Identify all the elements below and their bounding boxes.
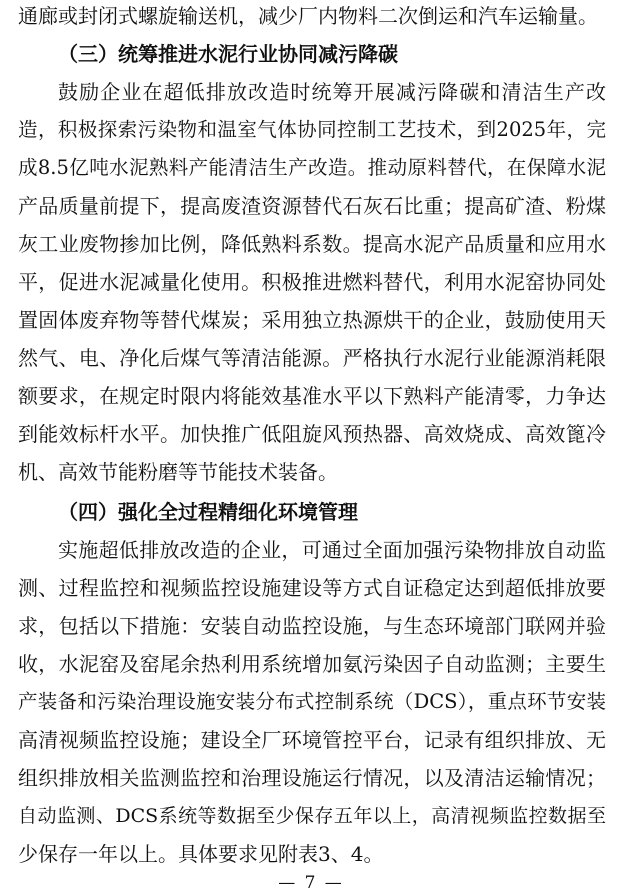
paragraph-line: 然气、电、净化后煤气等清洁能源。严格执行水泥行业能源消耗限	[18, 346, 606, 370]
paragraph-line: 自动监测、DCS系统等数据至少保存五年以上，高清视频监控数据至	[18, 805, 606, 827]
paragraph-line: 求，包括以下措施：安装自动监控设施，与生态环境部门联网并验	[18, 614, 606, 638]
paragraph-line: 造，积极探索污染物和温室气体协同控制工艺技术，到2025年，完	[18, 118, 606, 141]
paragraph-line: 灰工业废物掺加比例，降低熟料系数。提高水泥产品质量和应用水	[18, 232, 606, 256]
paragraph-line: 成8.5亿吨水泥熟料产能清洁生产改造。推动原料替代，在保障水泥	[18, 156, 606, 179]
paragraph-line: 高清视频监控设施；建设全厂环境管控平台，记录有组织排放、无	[18, 728, 606, 752]
section-heading: （三）统筹推进水泥行业协同减污降碳	[58, 42, 398, 66]
paragraph-line: 少保存一年以上。具体要求见附表3、4。	[18, 842, 384, 866]
paragraph-line: 通廊或封闭式螺旋输送机，减少厂内物料二次倒运和汽车运输量。	[18, 4, 598, 28]
paragraph-line: 收，水泥窑及窑尾余热利用系统增加氨污染因子自动监测；主要生	[18, 652, 606, 676]
paragraph-line: 鼓励企业在超低排放改造时统筹开展减污降碳和清洁生产改	[58, 80, 606, 104]
paragraph-line: 到能效标杆水平。加快推广低阻旋风预热器、高效烧成、高效篦冷	[18, 422, 606, 446]
paragraph-line: 置固体废弃物等替代煤炭；采用独立热源烘干的企业，鼓励使用天	[18, 308, 606, 332]
paragraph-line: 测、过程监控和视频监控设施建设等方式自证稳定达到超低排放要	[18, 576, 606, 600]
paragraph-line: 组织排放相关监测监控和治理设施运行情况，以及清洁运输情况；	[18, 766, 606, 790]
section-heading: （四）强化全过程精细化环境管理	[58, 500, 358, 524]
paragraph-line: 产品质量前提下，提高废渣资源替代石灰石比重；提高矿渣、粉煤	[18, 194, 606, 218]
paragraph-line: 平，促进水泥减量化使用。积极推进燃料替代，利用水泥窑协同处	[18, 270, 606, 294]
page-number: — 7 —	[278, 873, 344, 893]
paragraph-line: 额要求，在规定时限内将能效基准水平以下熟料产能清零，力争达	[18, 384, 606, 408]
paragraph-line: 实施超低排放改造的企业，可通过全面加强污染物排放自动监	[58, 538, 606, 562]
paragraph-line: 机、高效节能粉磨等节能技术装备。	[18, 460, 338, 484]
paragraph-line: 产装备和污染治理设施安装分布式控制系统（DCS），重点环节安装	[18, 690, 606, 713]
